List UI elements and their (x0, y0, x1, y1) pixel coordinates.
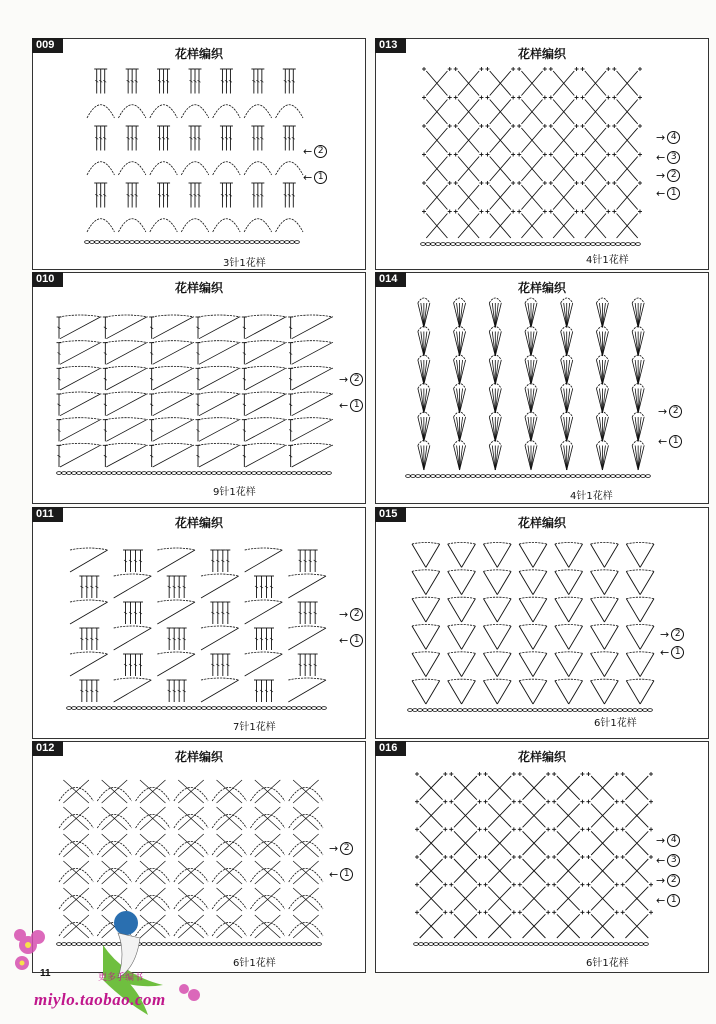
stitch-row (87, 219, 303, 232)
row-arrow-1: ← 1 (656, 187, 680, 200)
pattern-panel-014 (375, 272, 709, 504)
pattern-number: 015 (375, 507, 406, 522)
stitch-row (415, 855, 653, 883)
stitch-row (57, 392, 334, 416)
stitch-row (412, 625, 654, 650)
stitch-chart (85, 61, 305, 246)
stitch-row (70, 600, 318, 624)
row-arrow-2: ← 2 (303, 145, 327, 158)
chain-row (85, 241, 300, 244)
stitch-row (422, 153, 642, 182)
repeat-label: 6针1花样 (586, 958, 629, 969)
stitch-row (418, 384, 644, 414)
row-arrow-1: ← 1 (329, 868, 353, 881)
chain-row (406, 475, 651, 478)
watermark-site: miylo.taobao.com (34, 990, 166, 1009)
repeat-label: 3针1花样 (223, 258, 266, 269)
pattern-title: 花样编织 (174, 516, 223, 530)
row-arrow-4: → 4 (656, 834, 680, 847)
stitch-chart (408, 536, 658, 714)
chain-row (421, 243, 641, 246)
pattern-number: 013 (375, 38, 406, 53)
pattern-title: 花样编织 (174, 750, 223, 764)
pattern-number: 009 (32, 38, 63, 53)
stitch-row (87, 162, 303, 175)
pattern-panel-016 (375, 741, 709, 973)
page-number: 11 (40, 968, 51, 979)
pattern-title: 花样编织 (517, 516, 566, 530)
pattern-panel-011 (32, 507, 366, 739)
stitch-row (70, 548, 318, 572)
row-arrow-2: → 2 (339, 373, 363, 386)
pattern-title: 花样编织 (174, 281, 223, 295)
watermark-tagline: 更多手编书 (98, 973, 144, 983)
pattern-number: 014 (375, 272, 406, 287)
repeat-label: 6针1花样 (594, 718, 637, 729)
row-arrow-1: ← 1 (660, 646, 684, 659)
pattern-number: 011 (32, 507, 63, 522)
stitch-row (415, 910, 653, 938)
stitch-row (422, 124, 642, 153)
stitch-row (79, 678, 326, 702)
chain-row (67, 707, 327, 710)
stitch-row (57, 341, 334, 365)
stitch-chart (67, 542, 329, 712)
stitch-row (418, 412, 644, 442)
row-arrow-3: ← 3 (656, 854, 680, 867)
pattern-number: 010 (32, 272, 63, 287)
stitch-row (59, 780, 323, 803)
row-arrow-2: → 2 (329, 842, 353, 855)
stitch-row (94, 126, 296, 151)
stitch-row (412, 570, 654, 595)
row-arrow-2: → 2 (339, 608, 363, 621)
stitch-row (57, 366, 334, 390)
row-arrow-2: → 2 (658, 405, 682, 418)
repeat-label: 4针1花样 (586, 255, 629, 266)
pattern-title: 花样编织 (517, 281, 566, 295)
row-arrow-1: ← 1 (339, 634, 363, 647)
stitch-row (59, 861, 323, 884)
row-arrow-1: ← 1 (303, 171, 327, 184)
stitch-row (94, 69, 296, 94)
stitch-row (57, 315, 334, 339)
stitch-row (412, 597, 654, 622)
stitch-row (422, 67, 642, 96)
stitch-row (412, 543, 654, 568)
row-arrow-4: → 4 (656, 131, 680, 144)
stitch-row (418, 441, 644, 471)
pattern-title: 花样编织 (517, 47, 566, 61)
chain-row (57, 472, 332, 475)
stitch-chart (57, 309, 335, 477)
repeat-label: 6针1花样 (233, 958, 276, 969)
pattern-panel-010 (32, 272, 366, 504)
stitch-row (415, 772, 653, 800)
pattern-number: 016 (375, 741, 406, 756)
row-arrow-3: ← 3 (656, 151, 680, 164)
stitch-row (412, 652, 654, 677)
stitch-row (422, 96, 642, 125)
stitch-row (79, 626, 326, 650)
pattern-title: 花样编织 (517, 750, 566, 764)
pattern-number: 012 (32, 741, 63, 756)
pattern-panel-015 (375, 507, 709, 739)
row-arrow-2: → 2 (656, 169, 680, 182)
stitch-row (418, 327, 644, 357)
stitch-row (57, 443, 334, 467)
stitch-row (59, 807, 323, 830)
stitch-chart (406, 295, 656, 480)
stitch-row (79, 574, 326, 598)
stitch-row (422, 181, 642, 210)
row-arrow-1: ← 1 (658, 435, 682, 448)
stitch-row (57, 418, 334, 442)
pattern-panel-013 (375, 38, 709, 270)
stitch-chart (414, 768, 654, 948)
pattern-panel-009 (32, 38, 366, 270)
stitch-row (418, 355, 644, 385)
stitch-row (422, 210, 642, 239)
stitch-row (415, 800, 653, 828)
pattern-title: 花样编织 (174, 47, 223, 61)
repeat-label: 7针1花样 (233, 722, 276, 733)
stitch-row (415, 883, 653, 911)
stitch-row (412, 679, 654, 704)
stitch-row (59, 834, 323, 857)
stitch-row (415, 827, 653, 855)
stitch-row (94, 183, 296, 208)
stitch-row (87, 105, 303, 118)
repeat-label: 9针1花样 (213, 487, 256, 498)
stitch-row (70, 652, 318, 676)
row-arrow-2: → 2 (656, 874, 680, 887)
chain-row (414, 943, 649, 946)
row-arrow-2: → 2 (660, 628, 684, 641)
stitch-row (418, 298, 644, 328)
row-arrow-1: ← 1 (656, 894, 680, 907)
chain-row (408, 709, 653, 712)
stitch-chart (421, 63, 643, 248)
row-arrow-1: ← 1 (339, 399, 363, 412)
repeat-label: 4针1花样 (570, 491, 613, 502)
